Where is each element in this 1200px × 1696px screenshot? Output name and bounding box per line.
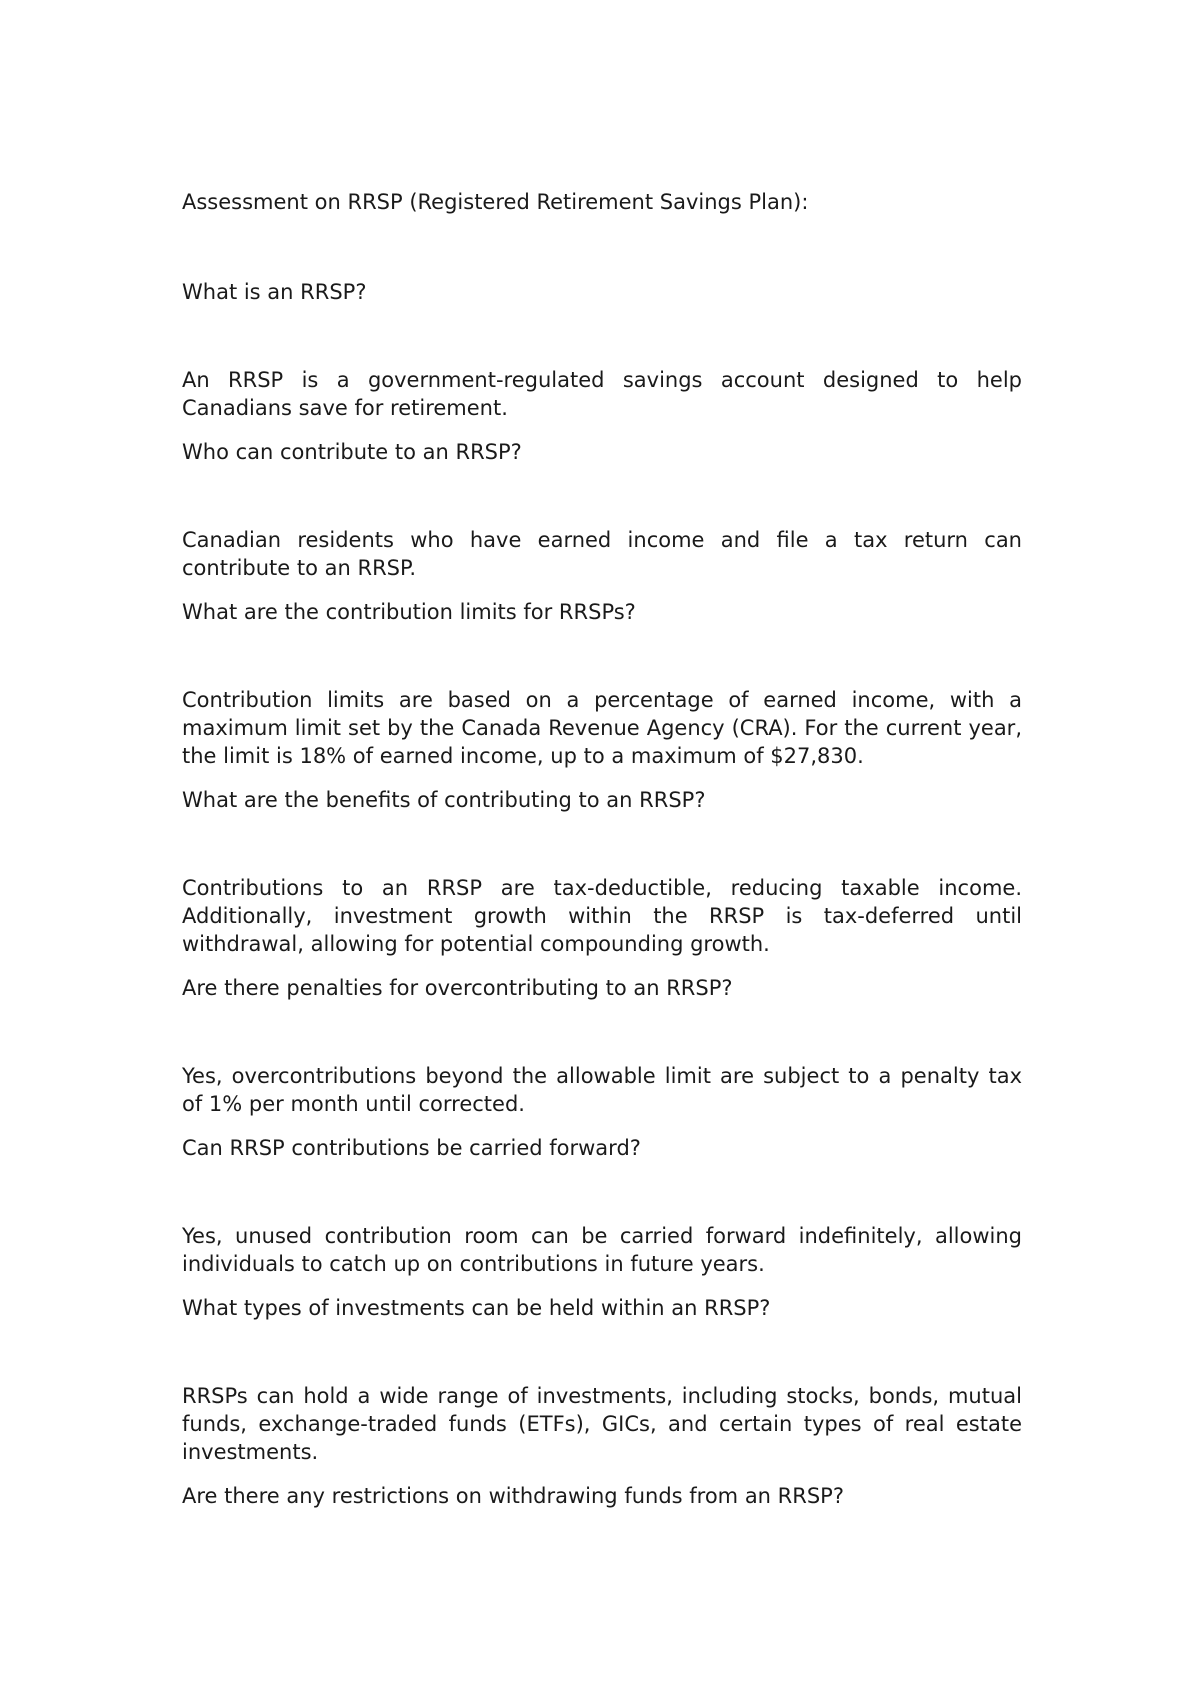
answer-7: RRSPs can hold a wide range of investments, including stocks, bonds, mutual funds, exchange-traded funds (ETFs), GICs, and certain types of real estate investments.	[182, 1384, 1022, 1464]
answer-5: Yes, overcontributions beyond the allowable limit are subject to a penalty tax of 1% per month until corrected.	[182, 1064, 1022, 1116]
answer-3: Contribution limits are based on a percentage of earned income, with a maximum limit set by the Canada Revenue Agency (CRA). For the current year, the limit is 18% of earned income, up to a maximum of $27,830.	[182, 688, 1022, 768]
answer-2: Canadian residents who have earned income and file a tax return can contribute to an RRSP.	[182, 528, 1022, 580]
question-2: Who can contribute to an RRSP?	[182, 440, 522, 464]
question-8: Are there any restrictions on withdrawing funds from an RRSP?	[182, 1484, 844, 1508]
answer-1: An RRSP is a government-regulated savings account designed to help Canadians save for retirement.	[182, 368, 1022, 420]
answer-6: Yes, unused contribution room can be carried forward indefinitely, allowing individuals to catch up on contributions in future years.	[182, 1224, 1022, 1276]
answer-4: Contributions to an RRSP are tax-deductible, reducing taxable income. Additionally, investment growth within the RRSP is tax-deferred until withdrawal, allowing for potential compounding growth.	[182, 876, 1022, 956]
question-6: Can RRSP contributions be carried forward?	[182, 1136, 641, 1160]
question-1: What is an RRSP?	[182, 280, 367, 304]
question-4: What are the benefits of contributing to an RRSP?	[182, 788, 706, 812]
question-3: What are the contribution limits for RRSPs?	[182, 600, 636, 624]
question-7: What types of investments can be held within an RRSP?	[182, 1296, 771, 1320]
document-title: Assessment on RRSP (Registered Retirement Savings Plan):	[182, 190, 809, 214]
question-5: Are there penalties for overcontributing to an RRSP?	[182, 976, 733, 1000]
